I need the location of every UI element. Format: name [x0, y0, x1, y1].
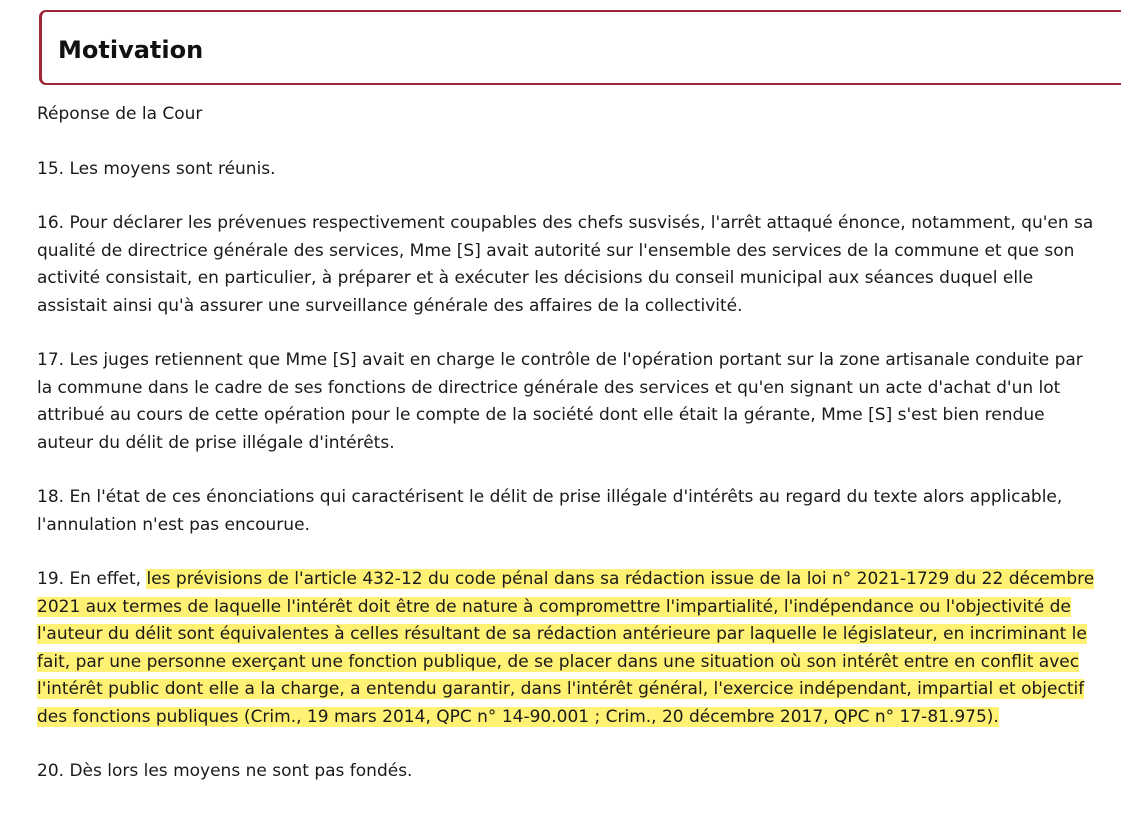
- paragraph-intro: Réponse de la Cour: [37, 104, 203, 124]
- document-body: [37, 101, 1097, 813]
- section-header: [39, 10, 1121, 85]
- paragraph-19-prefix: 19. En effet,: [37, 569, 147, 589]
- paragraph-18: 18. En l'état de ces énonciations qui caractérisent le délit de prise illégale d'intérêts au regard du texte alors applicable, l'annulation n'est pas encourue.: [37, 487, 1063, 535]
- section-title: Motivation: [58, 36, 204, 64]
- paragraph-17: 17. Les juges retiennent que Mme [S] avait en charge le contrôle de l'opération portant sur la zone artisanale conduite par la commune dans le cadre de ses fonctions de directrice générale des services et qu'en signant un acte d'achat d'un lot attribué au cours de cette opération pour le compte de la société dont elle était la gérante, Mme [S] s'est bien rendue auteur du délit de prise illégale d'intérêts.: [37, 350, 1083, 453]
- paragraph-20: 20. Dès lors les moyens ne sont pas fondés.: [37, 761, 413, 781]
- paragraph-16: 16. Pour déclarer les prévenues respectivement coupables des chefs susvisés, l'arrêt attaqué énonce, notamment, qu'en sa qualité de directrice générale des services, Mme [S] avait autorité sur l'ensemble des services de la commune et que son activité consistait, en particulier, à préparer et à exécuter les décisions du conseil municipal aux séances duquel elle assistait ainsi qu'à assurer une surveillance générale des affaires de la collectivité.: [37, 213, 1094, 316]
- paragraph-15: 15. Les moyens sont réunis.: [37, 158, 276, 179]
- paragraph-19-highlight: les prévisions de l'article 432-12 du code pénal dans sa rédaction issue de la loi n° 2021-1729 du 22 décembre 2021 aux termes de laquelle l'intérêt doit être de nature à compromettre l'impartialité, l'indépendance ou l'objectivité de l'auteur du délit sont équivalentes à celles résultant de sa rédaction antérieure par laquelle le législateur, en incriminant le fait, par une personne exerçant une fonction publique, de se placer dans une situation où son intérêt entre en conflit avec l'intérêt public dont elle a la charge, a entendu garantir, dans l'intérêt général, l'exercice indépendant, impartial et objectif des fonctions publiques (Crim., 19 mars 2014, QPC n° 14-90.001 ; Crim., 20 décembre 2017, QPC n° 17-81.975).: [37, 569, 1095, 727]
- paragraph-19: [37, 566, 1097, 731]
